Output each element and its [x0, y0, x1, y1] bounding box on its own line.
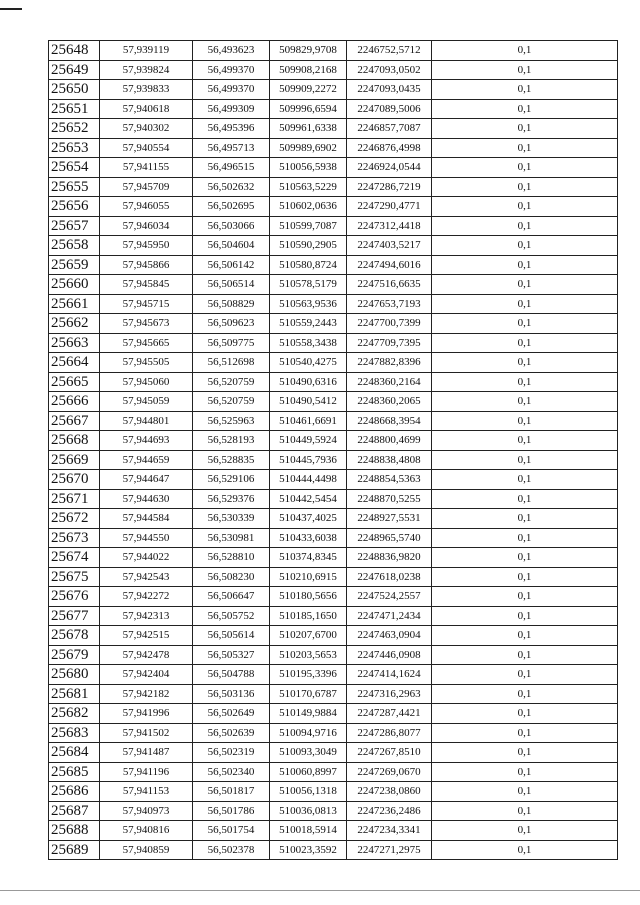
coord-y-cell: 2247618,0238	[347, 567, 432, 587]
point-number-cell: 25661	[49, 294, 100, 314]
coord-a-cell: 57,945665	[100, 333, 193, 353]
accuracy-cell: 0,1	[432, 626, 618, 646]
point-number-cell: 25671	[49, 489, 100, 509]
coord-x-cell: 510590,2905	[270, 236, 347, 256]
accuracy-cell: 0,1	[432, 684, 618, 704]
coord-a-cell: 57,945709	[100, 177, 193, 197]
coord-y-cell: 2248965,5740	[347, 528, 432, 548]
point-number-cell: 25681	[49, 684, 100, 704]
coord-b-cell: 56,504604	[193, 236, 270, 256]
table-row	[49, 743, 618, 763]
point-number-cell: 25675	[49, 567, 100, 587]
coord-a-cell: 57,942515	[100, 626, 193, 646]
table-row	[49, 840, 618, 860]
table-row	[49, 704, 618, 724]
coord-b-cell: 56,505614	[193, 626, 270, 646]
coord-y-cell: 2247267,8510	[347, 743, 432, 763]
coord-b-cell: 56,501786	[193, 801, 270, 821]
table-row	[49, 821, 618, 841]
table-row	[49, 626, 618, 646]
coord-b-cell: 56,520759	[193, 392, 270, 412]
coord-x-cell: 509961,6338	[270, 119, 347, 139]
coord-y-cell: 2247286,8077	[347, 723, 432, 743]
coord-y-cell: 2246876,4998	[347, 138, 432, 158]
accuracy-cell: 0,1	[432, 431, 618, 451]
coord-x-cell: 510018,5914	[270, 821, 347, 841]
point-number-cell: 25677	[49, 606, 100, 626]
point-number-cell: 25678	[49, 626, 100, 646]
coord-a-cell: 57,945715	[100, 294, 193, 314]
accuracy-cell: 0,1	[432, 821, 618, 841]
coord-x-cell: 509908,2168	[270, 60, 347, 80]
point-number-cell: 25664	[49, 353, 100, 373]
point-number-cell: 25679	[49, 645, 100, 665]
table-row	[49, 470, 618, 490]
coord-a-cell: 57,944584	[100, 509, 193, 529]
coord-x-cell: 510559,2443	[270, 314, 347, 334]
coord-y-cell: 2247093,0435	[347, 80, 432, 100]
coord-a-cell: 57,939119	[100, 41, 193, 61]
point-number-cell: 25658	[49, 236, 100, 256]
coord-x-cell: 510195,3396	[270, 665, 347, 685]
accuracy-cell: 0,1	[432, 275, 618, 295]
table-row	[49, 567, 618, 587]
coord-a-cell: 57,942404	[100, 665, 193, 685]
coord-y-cell: 2247446,0908	[347, 645, 432, 665]
point-number-cell: 25660	[49, 275, 100, 295]
accuracy-cell: 0,1	[432, 470, 618, 490]
point-number-cell: 25686	[49, 782, 100, 802]
accuracy-cell: 0,1	[432, 99, 618, 119]
table-row	[49, 80, 618, 100]
table-row	[49, 294, 618, 314]
coord-x-cell: 510490,6316	[270, 372, 347, 392]
table-row	[49, 606, 618, 626]
coord-y-cell: 2247516,6635	[347, 275, 432, 295]
point-number-cell: 25656	[49, 197, 100, 217]
coord-a-cell: 57,944659	[100, 450, 193, 470]
coord-b-cell: 56,499370	[193, 60, 270, 80]
point-number-cell: 25657	[49, 216, 100, 236]
coord-y-cell: 2248360,2065	[347, 392, 432, 412]
coord-y-cell: 2248854,5363	[347, 470, 432, 490]
coord-a-cell: 57,944693	[100, 431, 193, 451]
coord-x-cell: 510210,6915	[270, 567, 347, 587]
coord-x-cell: 510023,3592	[270, 840, 347, 860]
accuracy-cell: 0,1	[432, 80, 618, 100]
coord-b-cell: 56,495713	[193, 138, 270, 158]
coord-b-cell: 56,508230	[193, 567, 270, 587]
accuracy-cell: 0,1	[432, 197, 618, 217]
coord-x-cell: 510207,6700	[270, 626, 347, 646]
coord-a-cell: 57,942182	[100, 684, 193, 704]
table-row	[49, 723, 618, 743]
table-row	[49, 119, 618, 139]
coord-b-cell: 56,501817	[193, 782, 270, 802]
coord-x-cell: 510444,4498	[270, 470, 347, 490]
coord-x-cell: 510060,8997	[270, 762, 347, 782]
coord-b-cell: 56,493623	[193, 41, 270, 61]
coord-y-cell: 2247269,0670	[347, 762, 432, 782]
point-number-cell: 25680	[49, 665, 100, 685]
coord-b-cell: 56,505327	[193, 645, 270, 665]
coord-y-cell: 2247234,3341	[347, 821, 432, 841]
table-row	[49, 665, 618, 685]
coord-x-cell: 510203,5653	[270, 645, 347, 665]
coord-b-cell: 56,529106	[193, 470, 270, 490]
coord-b-cell: 56,502695	[193, 197, 270, 217]
coord-y-cell: 2248927,5531	[347, 509, 432, 529]
coord-a-cell: 57,941196	[100, 762, 193, 782]
coord-y-cell: 2247471,2434	[347, 606, 432, 626]
coord-y-cell: 2247882,8396	[347, 353, 432, 373]
coord-b-cell: 56,499370	[193, 80, 270, 100]
accuracy-cell: 0,1	[432, 606, 618, 626]
point-number-cell: 25682	[49, 704, 100, 724]
coord-b-cell: 56,503136	[193, 684, 270, 704]
coord-b-cell: 56,508829	[193, 294, 270, 314]
accuracy-cell: 0,1	[432, 782, 618, 802]
point-number-cell: 25651	[49, 99, 100, 119]
table-row	[49, 801, 618, 821]
coord-x-cell: 510599,7087	[270, 216, 347, 236]
coord-b-cell: 56,502319	[193, 743, 270, 763]
coord-y-cell: 2247290,4771	[347, 197, 432, 217]
table-row	[49, 197, 618, 217]
coord-a-cell: 57,945950	[100, 236, 193, 256]
table-row	[49, 216, 618, 236]
point-number-cell: 25676	[49, 587, 100, 607]
accuracy-cell: 0,1	[432, 840, 618, 860]
point-number-cell: 25687	[49, 801, 100, 821]
accuracy-cell: 0,1	[432, 704, 618, 724]
coord-a-cell: 57,941502	[100, 723, 193, 743]
point-number-cell: 25667	[49, 411, 100, 431]
accuracy-cell: 0,1	[432, 723, 618, 743]
coord-x-cell: 509989,6902	[270, 138, 347, 158]
coord-x-cell: 510540,4275	[270, 353, 347, 373]
coord-b-cell: 56,502378	[193, 840, 270, 860]
coord-b-cell: 56,499309	[193, 99, 270, 119]
coord-x-cell: 510602,0636	[270, 197, 347, 217]
accuracy-cell: 0,1	[432, 255, 618, 275]
table-row	[49, 41, 618, 61]
coord-b-cell: 56,503066	[193, 216, 270, 236]
coord-y-cell: 2247494,6016	[347, 255, 432, 275]
table-row	[49, 587, 618, 607]
coord-y-cell: 2248668,3954	[347, 411, 432, 431]
point-number-cell: 25666	[49, 392, 100, 412]
coord-a-cell: 57,941153	[100, 782, 193, 802]
coord-a-cell: 57,940554	[100, 138, 193, 158]
table-row	[49, 645, 618, 665]
coord-x-cell: 510490,5412	[270, 392, 347, 412]
table-row	[49, 528, 618, 548]
coord-b-cell: 56,502632	[193, 177, 270, 197]
coord-b-cell: 56,528193	[193, 431, 270, 451]
accuracy-cell: 0,1	[432, 314, 618, 334]
coord-x-cell: 510094,9716	[270, 723, 347, 743]
coord-b-cell: 56,512698	[193, 353, 270, 373]
table-row	[49, 431, 618, 451]
coord-x-cell: 510056,1318	[270, 782, 347, 802]
point-number-cell: 25653	[49, 138, 100, 158]
coord-b-cell: 56,530339	[193, 509, 270, 529]
coord-x-cell: 510036,0813	[270, 801, 347, 821]
accuracy-cell: 0,1	[432, 489, 618, 509]
coord-y-cell: 2247709,7395	[347, 333, 432, 353]
coord-y-cell: 2246857,7087	[347, 119, 432, 139]
coord-y-cell: 2247236,2486	[347, 801, 432, 821]
coord-a-cell: 57,944647	[100, 470, 193, 490]
accuracy-cell: 0,1	[432, 353, 618, 373]
accuracy-cell: 0,1	[432, 372, 618, 392]
coord-a-cell: 57,940816	[100, 821, 193, 841]
coord-x-cell: 510093,3049	[270, 743, 347, 763]
accuracy-cell: 0,1	[432, 138, 618, 158]
coord-b-cell: 56,495396	[193, 119, 270, 139]
accuracy-cell: 0,1	[432, 119, 618, 139]
scan-edge-mark	[0, 8, 22, 10]
table-row	[49, 314, 618, 334]
accuracy-cell: 0,1	[432, 801, 618, 821]
accuracy-cell: 0,1	[432, 548, 618, 568]
coord-a-cell: 57,941996	[100, 704, 193, 724]
table-row	[49, 333, 618, 353]
coord-y-cell: 2248800,4699	[347, 431, 432, 451]
point-number-cell: 25668	[49, 431, 100, 451]
table-row	[49, 450, 618, 470]
coord-x-cell: 510449,5924	[270, 431, 347, 451]
coord-y-cell: 2247463,0904	[347, 626, 432, 646]
table-row	[49, 138, 618, 158]
point-number-cell: 25663	[49, 333, 100, 353]
table-row	[49, 684, 618, 704]
coord-a-cell: 57,945673	[100, 314, 193, 334]
table-row	[49, 60, 618, 80]
coord-y-cell: 2248360,2164	[347, 372, 432, 392]
point-number-cell: 25683	[49, 723, 100, 743]
point-number-cell: 25672	[49, 509, 100, 529]
coord-b-cell: 56,529376	[193, 489, 270, 509]
accuracy-cell: 0,1	[432, 528, 618, 548]
coord-a-cell: 57,944022	[100, 548, 193, 568]
accuracy-cell: 0,1	[432, 567, 618, 587]
coord-y-cell: 2246924,0544	[347, 158, 432, 178]
coord-a-cell: 57,940618	[100, 99, 193, 119]
coord-x-cell: 509996,6594	[270, 99, 347, 119]
coord-y-cell: 2247316,2963	[347, 684, 432, 704]
table-row	[49, 762, 618, 782]
coord-x-cell: 510437,4025	[270, 509, 347, 529]
table-row	[49, 548, 618, 568]
coord-a-cell: 57,940859	[100, 840, 193, 860]
coord-b-cell: 56,525963	[193, 411, 270, 431]
coord-b-cell: 56,530981	[193, 528, 270, 548]
coord-a-cell: 57,945845	[100, 275, 193, 295]
accuracy-cell: 0,1	[432, 392, 618, 412]
coord-b-cell: 56,506142	[193, 255, 270, 275]
coord-a-cell: 57,939833	[100, 80, 193, 100]
coord-x-cell: 510056,5938	[270, 158, 347, 178]
table-row	[49, 353, 618, 373]
point-number-cell: 25659	[49, 255, 100, 275]
coord-b-cell: 56,528810	[193, 548, 270, 568]
accuracy-cell: 0,1	[432, 665, 618, 685]
table-row	[49, 509, 618, 529]
coord-a-cell: 57,944550	[100, 528, 193, 548]
coord-y-cell: 2247238,0860	[347, 782, 432, 802]
point-number-cell: 25670	[49, 470, 100, 490]
coord-a-cell: 57,946055	[100, 197, 193, 217]
coord-x-cell: 510149,9884	[270, 704, 347, 724]
coordinates-table	[48, 40, 618, 860]
coord-y-cell: 2247271,2975	[347, 840, 432, 860]
coord-x-cell: 510580,8724	[270, 255, 347, 275]
coord-y-cell: 2248838,4808	[347, 450, 432, 470]
coord-a-cell: 57,942543	[100, 567, 193, 587]
coord-a-cell: 57,945505	[100, 353, 193, 373]
accuracy-cell: 0,1	[432, 60, 618, 80]
point-number-cell: 25684	[49, 743, 100, 763]
coord-b-cell: 56,501754	[193, 821, 270, 841]
table-row	[49, 411, 618, 431]
table-row	[49, 236, 618, 256]
coord-y-cell: 2247403,5217	[347, 236, 432, 256]
coord-y-cell: 2247286,7219	[347, 177, 432, 197]
table-row	[49, 489, 618, 509]
point-number-cell: 25674	[49, 548, 100, 568]
coord-x-cell: 510433,6038	[270, 528, 347, 548]
coord-b-cell: 56,502649	[193, 704, 270, 724]
coord-x-cell: 510445,7936	[270, 450, 347, 470]
coord-b-cell: 56,528835	[193, 450, 270, 470]
coord-b-cell: 56,496515	[193, 158, 270, 178]
accuracy-cell: 0,1	[432, 743, 618, 763]
accuracy-cell: 0,1	[432, 158, 618, 178]
accuracy-cell: 0,1	[432, 645, 618, 665]
table-row	[49, 158, 618, 178]
coord-x-cell: 510558,3438	[270, 333, 347, 353]
accuracy-cell: 0,1	[432, 294, 618, 314]
coord-a-cell: 57,939824	[100, 60, 193, 80]
point-number-cell: 25685	[49, 762, 100, 782]
accuracy-cell: 0,1	[432, 41, 618, 61]
coord-b-cell: 56,502340	[193, 762, 270, 782]
coord-b-cell: 56,506647	[193, 587, 270, 607]
point-number-cell: 25689	[49, 840, 100, 860]
coord-x-cell: 510578,5179	[270, 275, 347, 295]
table-row	[49, 782, 618, 802]
coord-y-cell: 2247093,0502	[347, 60, 432, 80]
coord-x-cell: 509909,2272	[270, 80, 347, 100]
table-row	[49, 99, 618, 119]
coord-b-cell: 56,509775	[193, 333, 270, 353]
accuracy-cell: 0,1	[432, 509, 618, 529]
coord-a-cell: 57,942478	[100, 645, 193, 665]
point-number-cell: 25688	[49, 821, 100, 841]
coordinates-table-body	[49, 41, 618, 860]
point-number-cell: 25665	[49, 372, 100, 392]
coord-b-cell: 56,509623	[193, 314, 270, 334]
accuracy-cell: 0,1	[432, 333, 618, 353]
point-number-cell: 25662	[49, 314, 100, 334]
coord-a-cell: 57,940973	[100, 801, 193, 821]
coord-a-cell: 57,946034	[100, 216, 193, 236]
table-row	[49, 392, 618, 412]
coord-b-cell: 56,506514	[193, 275, 270, 295]
coord-y-cell: 2247653,7193	[347, 294, 432, 314]
point-number-cell: 25655	[49, 177, 100, 197]
coord-a-cell: 57,945866	[100, 255, 193, 275]
table-row	[49, 255, 618, 275]
coord-b-cell: 56,520759	[193, 372, 270, 392]
coord-x-cell: 510442,5454	[270, 489, 347, 509]
coord-a-cell: 57,942272	[100, 587, 193, 607]
table-row	[49, 275, 618, 295]
point-number-cell: 25654	[49, 158, 100, 178]
accuracy-cell: 0,1	[432, 236, 618, 256]
coord-y-cell: 2248870,5255	[347, 489, 432, 509]
coord-a-cell: 57,940302	[100, 119, 193, 139]
point-number-cell: 25650	[49, 80, 100, 100]
coord-y-cell: 2247287,4421	[347, 704, 432, 724]
coord-a-cell: 57,945060	[100, 372, 193, 392]
coord-b-cell: 56,505752	[193, 606, 270, 626]
coord-a-cell: 57,944801	[100, 411, 193, 431]
coord-x-cell: 509829,9708	[270, 41, 347, 61]
coord-b-cell: 56,504788	[193, 665, 270, 685]
coord-y-cell: 2247524,2557	[347, 587, 432, 607]
accuracy-cell: 0,1	[432, 177, 618, 197]
coord-y-cell: 2247414,1624	[347, 665, 432, 685]
coord-x-cell: 510563,9536	[270, 294, 347, 314]
point-number-cell: 25673	[49, 528, 100, 548]
coord-y-cell: 2247312,4418	[347, 216, 432, 236]
coord-x-cell: 510180,5656	[270, 587, 347, 607]
coord-y-cell: 2248836,9820	[347, 548, 432, 568]
coord-y-cell: 2247089,5006	[347, 99, 432, 119]
coord-x-cell: 510461,6691	[270, 411, 347, 431]
coord-a-cell: 57,945059	[100, 392, 193, 412]
coord-a-cell: 57,942313	[100, 606, 193, 626]
coord-x-cell: 510563,5229	[270, 177, 347, 197]
accuracy-cell: 0,1	[432, 762, 618, 782]
coord-y-cell: 2246752,5712	[347, 41, 432, 61]
point-number-cell: 25648	[49, 41, 100, 61]
coord-a-cell: 57,944630	[100, 489, 193, 509]
accuracy-cell: 0,1	[432, 411, 618, 431]
coord-x-cell: 510170,6787	[270, 684, 347, 704]
point-number-cell: 25649	[49, 60, 100, 80]
point-number-cell: 25652	[49, 119, 100, 139]
coord-x-cell: 510374,8345	[270, 548, 347, 568]
coord-a-cell: 57,941155	[100, 158, 193, 178]
coord-b-cell: 56,502639	[193, 723, 270, 743]
table-row	[49, 372, 618, 392]
point-number-cell: 25669	[49, 450, 100, 470]
page-bottom-rule	[0, 890, 640, 891]
coord-x-cell: 510185,1650	[270, 606, 347, 626]
coord-a-cell: 57,941487	[100, 743, 193, 763]
accuracy-cell: 0,1	[432, 216, 618, 236]
coord-y-cell: 2247700,7399	[347, 314, 432, 334]
table-row	[49, 177, 618, 197]
accuracy-cell: 0,1	[432, 450, 618, 470]
accuracy-cell: 0,1	[432, 587, 618, 607]
